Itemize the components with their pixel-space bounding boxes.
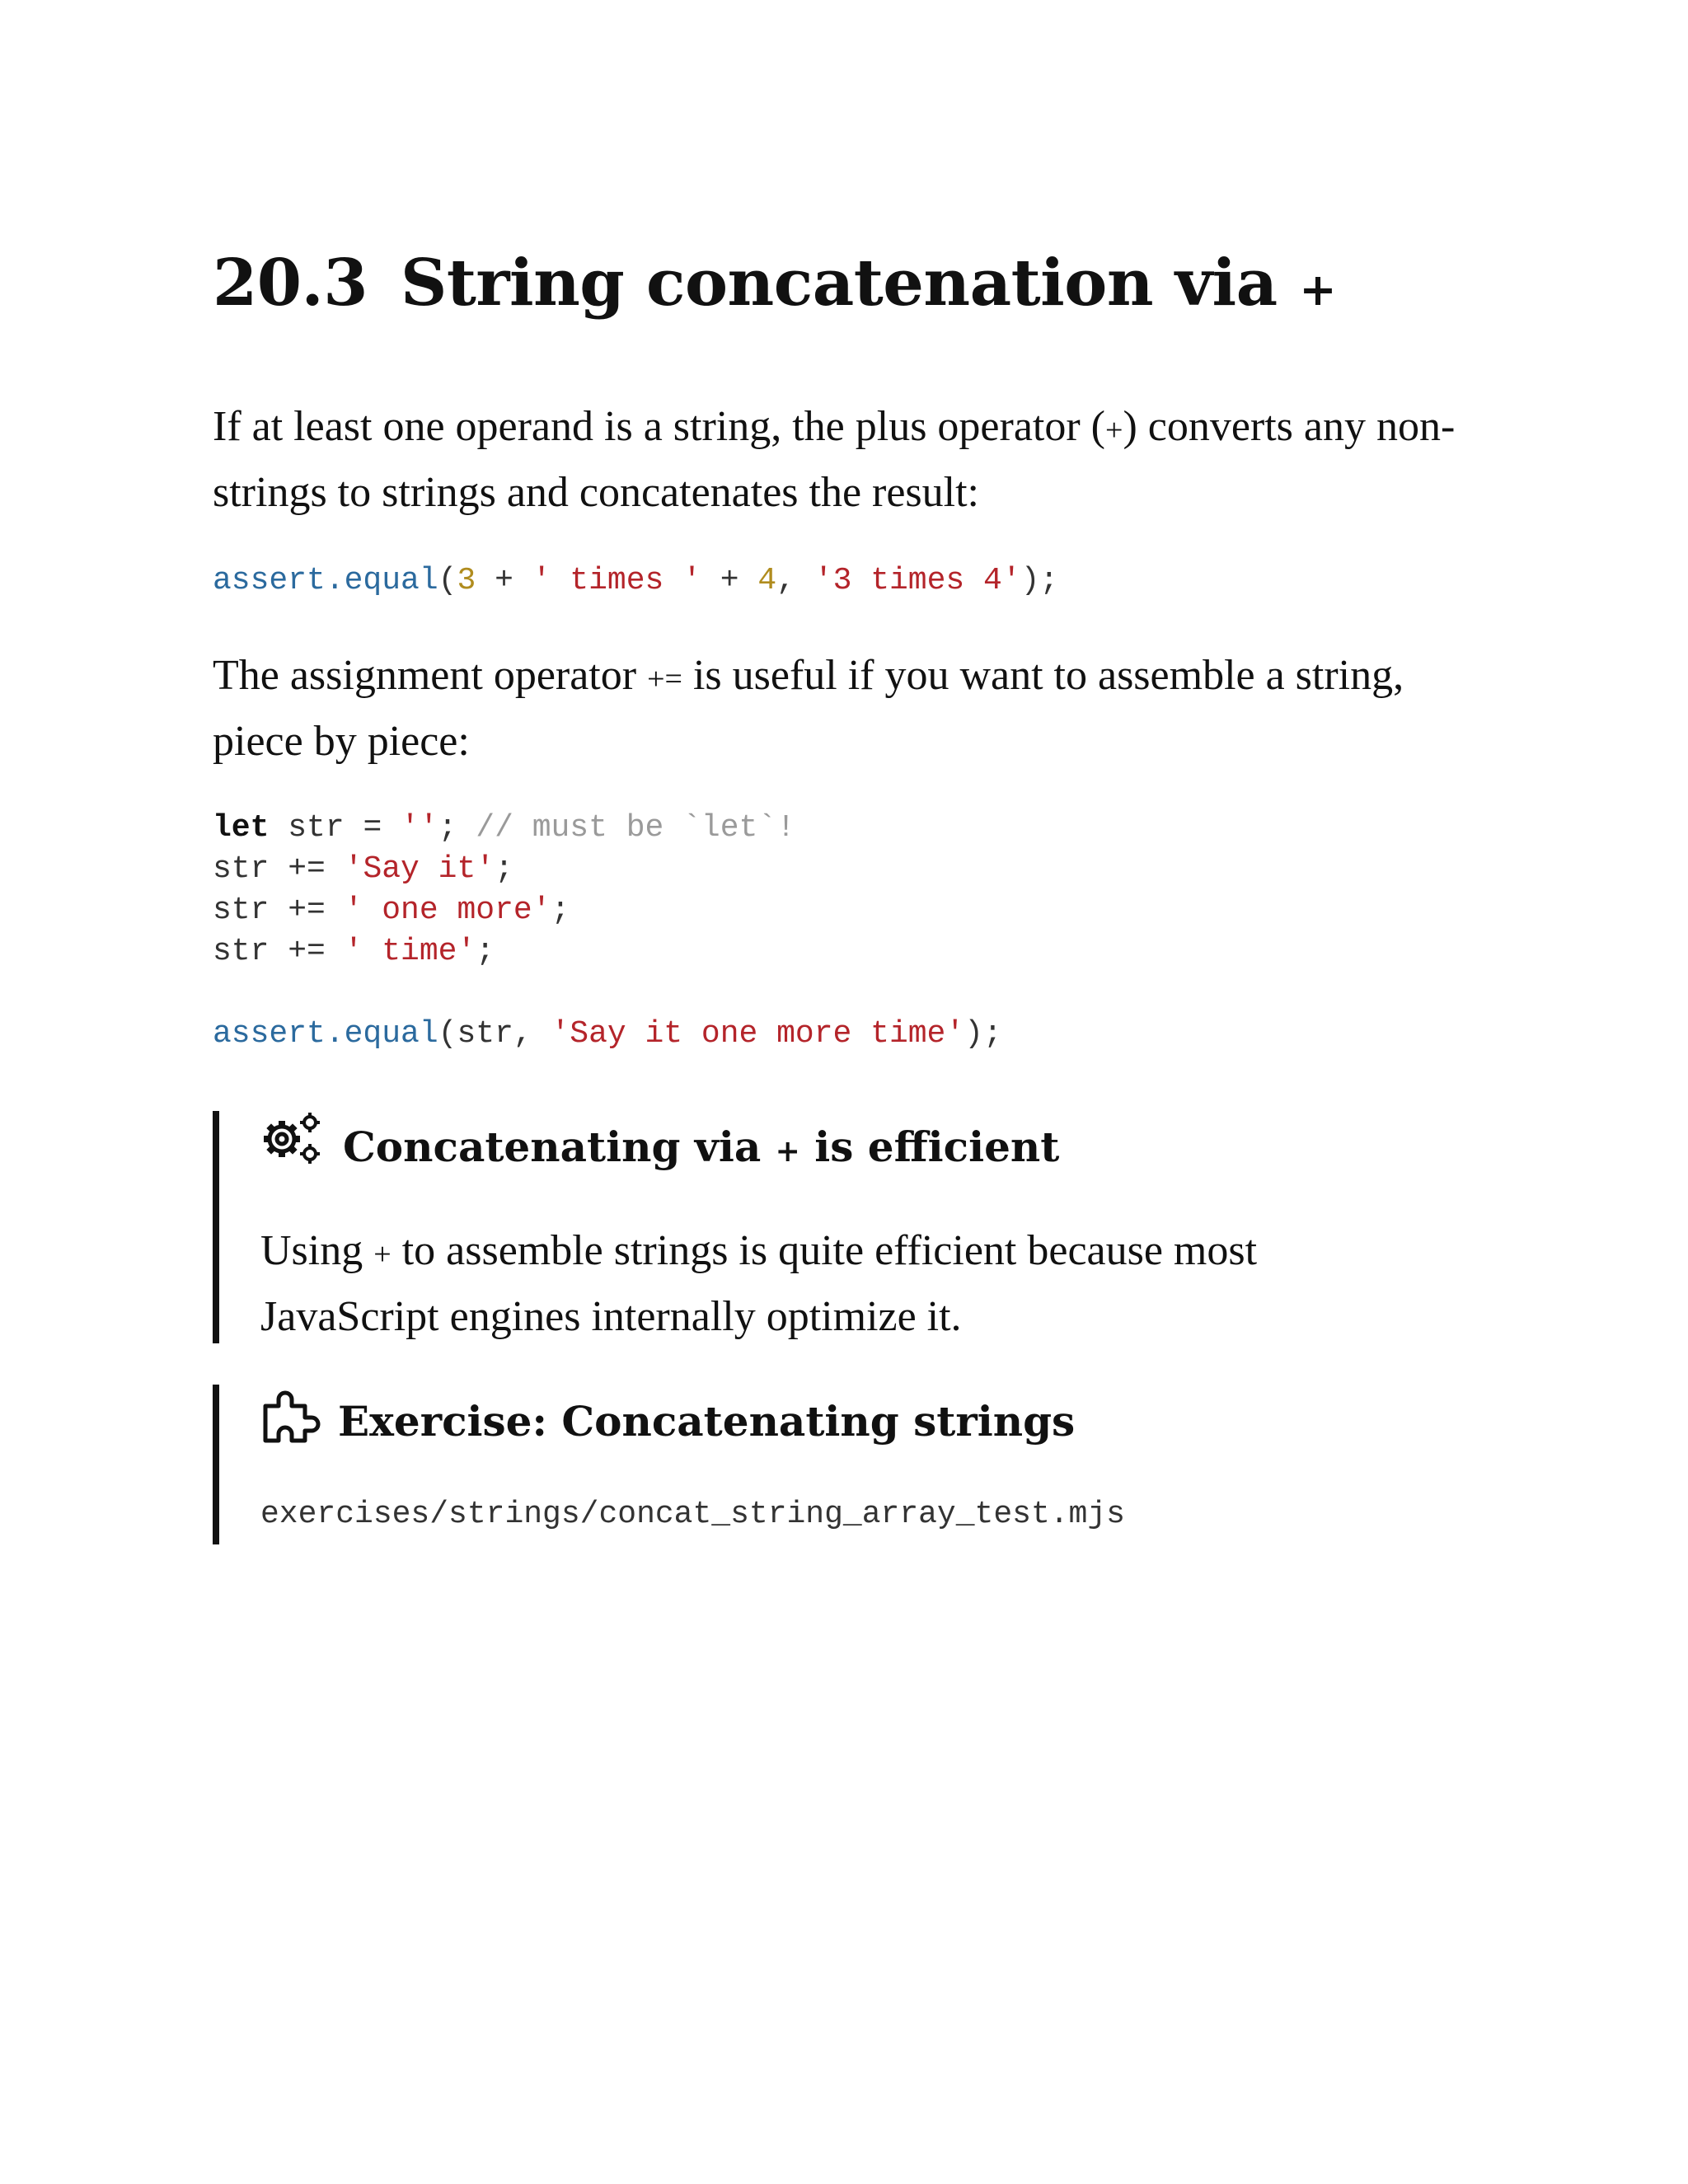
code-token: str = — [269, 810, 401, 846]
code-token: (str, — [438, 1016, 551, 1052]
code-token: assert — [213, 563, 326, 598]
code-token: 3 — [457, 563, 476, 598]
code-token: .equal — [325, 563, 438, 598]
callout-efficient-title — [343, 1122, 1059, 1171]
code-comment: // must be `let`! — [476, 810, 795, 846]
code-token: ' time' — [344, 934, 476, 969]
code-token: ; — [495, 851, 513, 887]
callout-body-text-1: Using — [260, 1227, 374, 1274]
code-token: ; — [551, 893, 570, 928]
code-token: assert — [213, 1016, 326, 1052]
assign-text-2: is useful if you want to assemble a string, piece by piece: — [213, 652, 1404, 765]
section-title-operator: + — [1299, 263, 1337, 316]
puzzle-piece-icon — [260, 1388, 323, 1446]
intro-paragraph — [213, 396, 1498, 524]
intro-operator: + — [1105, 413, 1123, 448]
code-token: str += — [213, 893, 345, 928]
callout-body-text-2: to assemble strings is quite efficient because most JavaScript engines internally optimize it. — [260, 1227, 1258, 1340]
code-token: ' times ' — [532, 563, 701, 598]
code-token: str += — [213, 851, 345, 887]
assignment-paragraph — [213, 644, 1498, 773]
code-token: '' — [401, 810, 438, 846]
callout-exercise-title: Exercise: Concatenating strings — [338, 1397, 1076, 1446]
callout-body-operator: + — [373, 1237, 392, 1272]
code-token: let — [213, 810, 270, 846]
code-token: + — [476, 563, 532, 598]
callout-efficient — [213, 1111, 260, 1343]
code-token: ); — [1020, 563, 1059, 598]
callout-title-operator: + — [775, 1134, 800, 1169]
callout-efficient-body — [260, 1220, 1414, 1348]
code-token: 4 — [757, 563, 777, 598]
code-token: '3 times 4' — [814, 563, 1021, 598]
callout-exercise — [213, 1385, 260, 1544]
code-token: 'Say it one more time' — [551, 1016, 965, 1052]
assign-text-1: The assignment operator — [213, 652, 648, 699]
callout-title-text-2: is efficient — [799, 1122, 1060, 1171]
code-token: ; — [438, 810, 476, 846]
code-token: ' one more' — [344, 893, 551, 928]
callout-title-text-1: Concatenating via — [343, 1122, 776, 1171]
code-token: .equal — [325, 1016, 438, 1052]
section-heading — [213, 246, 1337, 321]
section-title-text: String concatenation via — [400, 246, 1278, 321]
code-token: 'Say it' — [344, 851, 495, 887]
intro-text-2: ) converts any non-strings to strings and concatenates the result: — [213, 403, 1456, 516]
code-token: , — [776, 563, 814, 598]
code-token: ( — [438, 563, 457, 598]
code-block-assemble — [213, 808, 1002, 1055]
gears-icon — [260, 1111, 323, 1169]
assign-operator: += — [647, 662, 682, 696]
code-token: + — [701, 563, 758, 598]
code-token: ; — [476, 934, 495, 969]
code-token: ); — [964, 1016, 1002, 1052]
section-number: 20.3 — [213, 246, 368, 321]
exercise-file-path: exercises/strings/concat_string_array_test.mjs — [260, 1497, 1125, 1532]
code-block-concat — [213, 560, 1058, 602]
code-token: str += — [213, 934, 345, 969]
intro-text-1: If at least one operand is a string, the plus operator ( — [213, 403, 1105, 450]
